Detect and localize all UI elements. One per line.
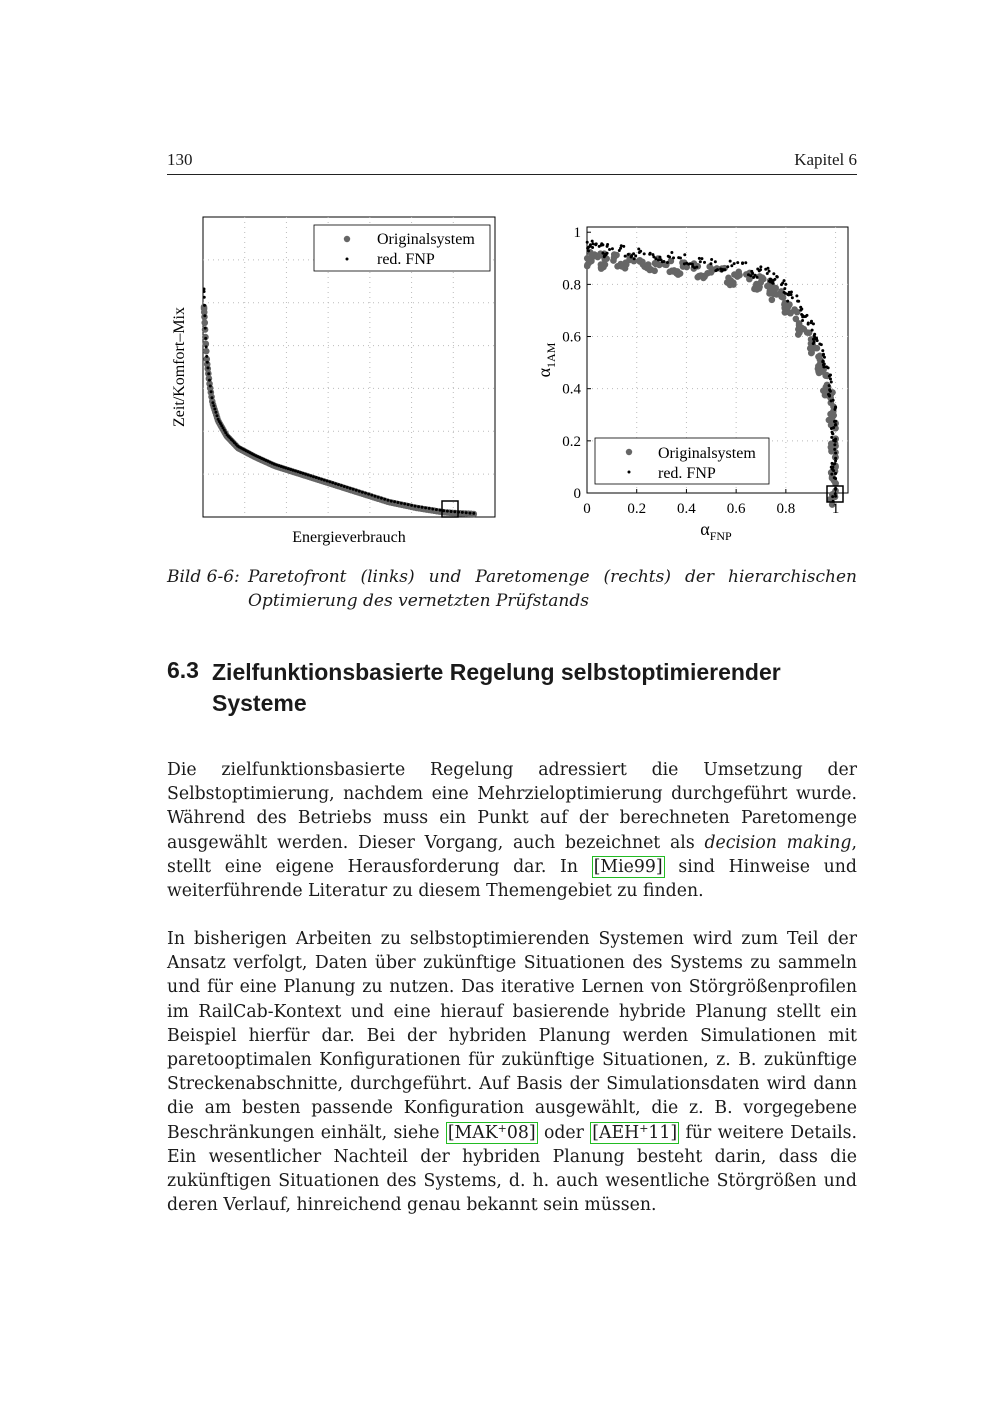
data-point-red-fnp bbox=[210, 396, 213, 399]
data-point-red-fnp bbox=[714, 260, 717, 263]
data-point-originalsystem bbox=[725, 275, 732, 282]
data-point-red-fnp bbox=[207, 366, 210, 369]
y-tick-label: 0 bbox=[573, 486, 581, 502]
data-point-red-fnp bbox=[312, 475, 315, 478]
data-point-red-fnp bbox=[822, 360, 825, 363]
data-point-red-fnp bbox=[396, 501, 399, 504]
data-point-red-fnp bbox=[695, 266, 698, 269]
data-point-red-fnp bbox=[703, 261, 706, 264]
data-point-red-fnp bbox=[741, 262, 744, 265]
data-point-originalsystem bbox=[201, 319, 208, 326]
data-point-originalsystem bbox=[677, 270, 684, 277]
data-point-red-fnp bbox=[752, 276, 755, 279]
data-point-red-fnp bbox=[766, 267, 769, 270]
data-point-red-fnp bbox=[828, 375, 831, 378]
data-point-red-fnp bbox=[832, 426, 835, 429]
data-point-red-fnp bbox=[829, 390, 832, 393]
data-point-red-fnp bbox=[813, 341, 816, 344]
data-point-red-fnp bbox=[639, 250, 642, 253]
data-point-red-fnp bbox=[834, 440, 837, 443]
data-point-red-fnp bbox=[361, 491, 364, 494]
data-point-red-fnp bbox=[595, 242, 598, 245]
data-point-red-fnp bbox=[801, 319, 804, 322]
data-point-red-fnp bbox=[670, 251, 673, 254]
data-point-red-fnp bbox=[453, 510, 456, 513]
data-point-red-fnp bbox=[783, 279, 786, 282]
data-point-red-fnp bbox=[729, 260, 732, 263]
data-point-red-fnp bbox=[633, 257, 636, 260]
data-point-red-fnp bbox=[340, 484, 343, 487]
data-point-red-fnp bbox=[358, 490, 361, 493]
data-point-red-fnp bbox=[323, 479, 326, 482]
data-point-red-fnp bbox=[830, 380, 833, 383]
left-xlabel: Energieverbrauch bbox=[292, 529, 406, 546]
data-point-red-fnp bbox=[834, 472, 837, 475]
paragraph-2 bbox=[167, 927, 857, 1217]
data-point-red-fnp bbox=[813, 334, 816, 337]
x-tick-label: 0 bbox=[583, 501, 591, 517]
data-point-red-fnp bbox=[710, 258, 713, 261]
data-point-red-fnp bbox=[831, 468, 834, 471]
data-point-red-fnp bbox=[461, 511, 464, 514]
data-point-red-fnp bbox=[349, 487, 352, 490]
data-point-red-fnp bbox=[805, 314, 808, 317]
data-point-red-fnp bbox=[370, 494, 373, 497]
right-plot bbox=[534, 225, 848, 543]
data-point-red-fnp bbox=[828, 384, 831, 387]
data-point-red-fnp bbox=[207, 372, 210, 375]
data-point-red-fnp bbox=[428, 507, 431, 510]
data-point-red-fnp bbox=[716, 268, 719, 271]
data-point-red-fnp bbox=[831, 495, 834, 498]
data-point-red-fnp bbox=[630, 256, 633, 259]
data-point-red-fnp bbox=[465, 511, 468, 514]
data-point-red-fnp bbox=[828, 395, 831, 398]
data-point-red-fnp bbox=[203, 290, 206, 293]
data-point-red-fnp bbox=[390, 500, 393, 503]
data-point-red-fnp bbox=[773, 278, 776, 281]
data-point-red-fnp bbox=[468, 512, 471, 515]
y-tick-label: 0.4 bbox=[562, 381, 581, 398]
data-point-red-fnp bbox=[622, 245, 625, 248]
data-point-red-fnp bbox=[726, 265, 729, 268]
data-point-red-fnp bbox=[204, 327, 207, 330]
data-point-red-fnp bbox=[786, 300, 789, 303]
data-point-red-fnp bbox=[400, 502, 403, 505]
data-point-red-fnp bbox=[831, 432, 834, 435]
data-point-red-fnp bbox=[587, 249, 590, 252]
data-point-red-fnp bbox=[216, 414, 219, 417]
data-point-red-fnp bbox=[723, 268, 726, 271]
caption-text: Paretofront (links) und Paretomenge (rechts) der hierarchischen Optimierung des vernetzten Prüfstands bbox=[248, 567, 857, 611]
data-point-red-fnp bbox=[634, 254, 637, 257]
right-ylabel bbox=[534, 342, 558, 377]
data-point-red-fnp bbox=[766, 272, 769, 275]
data-point-red-fnp bbox=[719, 267, 722, 270]
right-xlabel-main: α bbox=[700, 519, 710, 539]
data-point-red-fnp bbox=[832, 399, 835, 402]
data-point-originalsystem bbox=[769, 296, 776, 303]
data-point-red-fnp bbox=[807, 323, 810, 326]
right-xlabel bbox=[700, 519, 732, 543]
data-point-red-fnp bbox=[834, 459, 837, 462]
data-point-red-fnp bbox=[827, 366, 830, 369]
data-point-originalsystem bbox=[599, 262, 606, 269]
y-tick-label: 0.2 bbox=[562, 433, 581, 450]
data-point-red-fnp bbox=[810, 321, 813, 324]
data-point-red-fnp bbox=[403, 502, 406, 505]
x-tick-label: 0.6 bbox=[726, 501, 746, 517]
data-point-red-fnp bbox=[699, 260, 702, 263]
data-point-red-fnp bbox=[624, 255, 627, 258]
data-point-red-fnp bbox=[601, 243, 604, 246]
data-point-red-fnp bbox=[212, 404, 215, 407]
data-point-red-fnp bbox=[784, 283, 787, 286]
data-point-red-fnp bbox=[811, 329, 814, 332]
data-point-red-fnp bbox=[334, 482, 337, 485]
data-point-originalsystem bbox=[756, 285, 763, 292]
data-point-red-fnp bbox=[315, 476, 318, 479]
data-point-red-fnp bbox=[326, 480, 329, 483]
data-point-red-fnp bbox=[821, 349, 824, 352]
data-point-originalsystem bbox=[778, 293, 785, 300]
data-point-red-fnp bbox=[337, 483, 340, 486]
data-point-red-fnp bbox=[210, 390, 213, 393]
data-point-red-fnp bbox=[203, 304, 206, 307]
data-point-red-fnp bbox=[307, 474, 310, 477]
right-legend bbox=[595, 438, 769, 484]
left-legend bbox=[314, 225, 490, 271]
text-run: , stellt eine eigene Herausforderung dar. In bbox=[167, 832, 857, 877]
data-point-red-fnp bbox=[769, 278, 772, 281]
data-point-originalsystem bbox=[736, 272, 743, 279]
data-point-red-fnp bbox=[435, 508, 438, 511]
data-point-red-fnp bbox=[611, 247, 614, 250]
data-point-originalsystem bbox=[814, 345, 821, 352]
data-point-red-fnp bbox=[299, 471, 302, 474]
paragraph-1 bbox=[167, 758, 857, 903]
data-point-originalsystem bbox=[613, 252, 620, 259]
data-point-red-fnp bbox=[833, 408, 836, 411]
data-point-red-fnp bbox=[364, 492, 367, 495]
data-point-red-fnp bbox=[790, 293, 793, 296]
data-point-red-fnp bbox=[606, 245, 609, 248]
data-point-red-fnp bbox=[410, 504, 413, 507]
data-point-red-fnp bbox=[205, 345, 208, 348]
data-point-red-fnp bbox=[823, 356, 826, 359]
data-point-red-fnp bbox=[203, 314, 206, 317]
data-point-red-fnp bbox=[833, 476, 836, 479]
right-ylabel-sub: 1AM bbox=[544, 342, 558, 368]
data-point-red-fnp bbox=[833, 420, 836, 423]
right-legend-label-2: red. FNP bbox=[658, 465, 716, 482]
data-point-red-fnp bbox=[829, 378, 832, 381]
text-run: für weitere Details. Ein wesentlicher Nachteil der hybriden Planung besteht darin, dass die zukünftigen Situationen des Systems, d. h. auch wesentliche Störgrößen und deren Verlauf, hinreichend genau bekannt sein müssen. bbox=[167, 1122, 857, 1216]
data-point-red-fnp bbox=[632, 252, 635, 255]
data-point-red-fnp bbox=[744, 261, 747, 264]
citation-link-mak08[interactable] bbox=[446, 1122, 538, 1144]
data-point-red-fnp bbox=[446, 510, 449, 513]
data-point-red-fnp bbox=[380, 497, 383, 500]
data-point-red-fnp bbox=[750, 270, 753, 273]
right-xlabel-sub: FNP bbox=[709, 529, 732, 543]
y-tick-label: 0.6 bbox=[562, 329, 581, 346]
citation-text: [MAK bbox=[447, 1122, 498, 1143]
left-legend-label-2: red. FNP bbox=[377, 251, 435, 268]
data-point-red-fnp bbox=[407, 503, 410, 506]
data-point-red-fnp bbox=[775, 275, 778, 278]
legend-marker-originalsystem bbox=[626, 449, 632, 455]
data-point-red-fnp bbox=[816, 339, 819, 342]
x-tick-label: 1 bbox=[831, 501, 840, 517]
data-point-red-fnp bbox=[666, 261, 669, 264]
citation-text: 11] bbox=[648, 1122, 678, 1143]
section-number: 6.3 bbox=[167, 657, 199, 683]
y-tick-label: 0.8 bbox=[562, 277, 581, 294]
data-point-red-fnp bbox=[591, 246, 594, 249]
left-legend-label-1: Originalsystem bbox=[377, 231, 475, 248]
data-point-red-fnp bbox=[649, 252, 652, 255]
legend-marker-red-fnp bbox=[346, 258, 349, 261]
citation-sup: + bbox=[639, 1121, 649, 1135]
data-point-red-fnp bbox=[654, 257, 657, 260]
legend-marker-red-fnp bbox=[628, 471, 631, 474]
data-point-red-fnp bbox=[208, 379, 211, 382]
data-point-red-fnp bbox=[672, 256, 675, 259]
data-point-red-fnp bbox=[755, 276, 758, 279]
data-point-red-fnp bbox=[759, 265, 762, 268]
data-point-red-fnp bbox=[601, 252, 604, 255]
data-point-red-fnp bbox=[627, 253, 630, 256]
data-point-red-fnp bbox=[424, 506, 427, 509]
data-point-red-fnp bbox=[439, 509, 442, 512]
data-point-red-fnp bbox=[772, 272, 775, 275]
citation-link-mie99[interactable]: [Mie99] bbox=[593, 856, 663, 877]
data-point-red-fnp bbox=[643, 252, 646, 255]
data-point-originalsystem bbox=[759, 274, 766, 281]
data-point-red-fnp bbox=[417, 505, 420, 508]
left-ylabel: Zeit/Komfort–Mix bbox=[171, 307, 188, 427]
data-point-red-fnp bbox=[367, 493, 370, 496]
data-point-red-fnp bbox=[830, 473, 833, 476]
data-point-red-fnp bbox=[204, 337, 207, 340]
data-point-red-fnp bbox=[771, 282, 774, 285]
data-point-red-fnp bbox=[211, 401, 214, 404]
data-point-red-fnp bbox=[302, 472, 305, 475]
data-point-red-fnp bbox=[658, 256, 661, 259]
data-point-red-fnp bbox=[709, 262, 712, 265]
data-point-red-fnp bbox=[833, 443, 836, 446]
data-point-red-fnp bbox=[205, 355, 208, 358]
data-point-red-fnp bbox=[320, 478, 323, 481]
page-header bbox=[167, 150, 857, 175]
data-point-red-fnp bbox=[791, 296, 794, 299]
data-point-originalsystem bbox=[771, 287, 778, 294]
data-point-red-fnp bbox=[796, 300, 799, 303]
caption-label: Bild 6-6: bbox=[167, 567, 240, 587]
data-point-red-fnp bbox=[790, 291, 793, 294]
data-point-red-fnp bbox=[377, 496, 380, 499]
data-point-red-fnp bbox=[833, 448, 836, 451]
data-point-red-fnp bbox=[820, 343, 823, 346]
x-tick-label: 0.8 bbox=[776, 501, 796, 517]
data-point-red-fnp bbox=[355, 489, 358, 492]
x-tick-label: 0.2 bbox=[627, 501, 647, 517]
data-point-red-fnp bbox=[586, 241, 589, 244]
data-point-red-fnp bbox=[421, 506, 424, 509]
data-point-red-fnp bbox=[328, 480, 331, 483]
data-point-red-fnp bbox=[352, 488, 355, 491]
data-point-red-fnp bbox=[472, 512, 475, 515]
section-title: Zielfunktionsbasierte Regelung selbstoptimierender Systeme bbox=[212, 659, 781, 716]
data-point-originalsystem bbox=[791, 307, 798, 314]
data-point-red-fnp bbox=[683, 253, 686, 256]
data-point-red-fnp bbox=[799, 309, 802, 312]
page-number: 130 bbox=[167, 150, 193, 169]
text-run: Die zielfunktionsbasierte Regelung adressiert die Umsetzung der Selbstoptimierung, nachdem eine Mehrzieloptimierung durchgeführt wurde. Während des Betriebs muss ein Punkt auf der berechneten Paretomenge ausgewählt werden. Dieser Vorgang, auch bezeichnet als bbox=[167, 760, 857, 853]
data-point-red-fnp bbox=[414, 505, 417, 508]
data-point-red-fnp bbox=[768, 270, 771, 273]
data-point-originalsystem bbox=[203, 348, 210, 355]
data-point-red-fnp bbox=[784, 292, 787, 295]
data-point-red-fnp bbox=[736, 261, 739, 264]
data-point-red-fnp bbox=[657, 258, 660, 261]
data-point-red-fnp bbox=[209, 384, 212, 387]
citation-text: 08] bbox=[506, 1122, 536, 1143]
data-point-red-fnp bbox=[759, 268, 762, 271]
data-point-red-fnp bbox=[343, 485, 346, 488]
data-point-red-fnp bbox=[393, 500, 396, 503]
data-point-red-fnp bbox=[346, 486, 349, 489]
data-point-red-fnp bbox=[206, 361, 209, 364]
data-point-red-fnp bbox=[780, 283, 783, 286]
data-point-red-fnp bbox=[304, 473, 307, 476]
data-point-red-fnp bbox=[834, 495, 837, 498]
data-point-red-fnp bbox=[608, 248, 611, 251]
emphasis: decision making bbox=[704, 832, 852, 853]
data-point-red-fnp bbox=[668, 256, 671, 259]
data-point-red-fnp bbox=[592, 242, 595, 245]
data-point-red-fnp bbox=[386, 499, 389, 502]
data-point-red-fnp bbox=[834, 457, 837, 460]
x-tick-label: 0.4 bbox=[677, 501, 696, 517]
data-point-red-fnp bbox=[689, 262, 692, 265]
chapter-label: Kapitel 6 bbox=[794, 150, 857, 169]
citation-text: [AEH bbox=[592, 1122, 640, 1143]
data-point-originalsystem bbox=[651, 267, 658, 274]
data-point-red-fnp bbox=[450, 510, 453, 513]
citation-sup: + bbox=[497, 1121, 507, 1135]
data-point-red-fnp bbox=[749, 274, 752, 277]
data-point-originalsystem bbox=[782, 309, 789, 316]
svg-text:α1AM bbox=[534, 342, 558, 377]
data-point-red-fnp bbox=[730, 264, 733, 267]
text-run: sind Hinweise und weiterführende Literatur zu diesem Themengebiet zu finden. bbox=[167, 856, 857, 902]
data-point-red-fnp bbox=[373, 495, 376, 498]
right-ylabel-main: α bbox=[534, 367, 554, 378]
legend-marker-originalsystem bbox=[344, 236, 350, 242]
data-point-red-fnp bbox=[733, 262, 736, 265]
data-point-red-fnp bbox=[698, 257, 701, 260]
data-point-red-fnp bbox=[213, 407, 216, 410]
text-run: In bisherigen Arbeiten zu selbstoptimierenden Systemen wird zum Teil der Ansatz verfolgt, Daten über zukünftige Situationen des Systems zu sammeln und für eine Planung zu nutzen. Das iterative Lernen von Störgrößenprofilen im RailCab-Kontext und eine hierauf basierende hybride Planung stellt ein Beispiel hierfür dar. Bei der hybriden Planung werden Simulationen mit paretooptimalen Konfigurationen für zukünftige Situationen, z. B. zukünftige Streckenabschnitte, durchgeführt. Auf Basis der Simulationsdaten wird dann die am besten passende Konfiguration ausgewählt, die z. B. vorgegebene Beschränkungen einhält, siehe bbox=[167, 929, 857, 1143]
left-plot bbox=[171, 217, 495, 546]
data-point-originalsystem bbox=[730, 281, 737, 288]
citation-link-aeh11[interactable] bbox=[590, 1122, 679, 1144]
y-tick-label: 1 bbox=[573, 225, 581, 242]
data-point-red-fnp bbox=[783, 287, 786, 290]
data-point-red-fnp bbox=[591, 240, 594, 243]
data-point-red-fnp bbox=[830, 436, 833, 439]
data-point-red-fnp bbox=[203, 296, 206, 299]
text-run: oder bbox=[537, 1122, 591, 1143]
data-point-red-fnp bbox=[679, 256, 682, 259]
data-point-red-fnp bbox=[700, 257, 703, 260]
data-point-red-fnp bbox=[214, 411, 217, 414]
data-point-red-fnp bbox=[831, 462, 834, 465]
data-point-red-fnp bbox=[317, 477, 320, 480]
data-point-red-fnp bbox=[383, 498, 386, 501]
data-point-red-fnp bbox=[309, 474, 312, 477]
data-point-red-fnp bbox=[795, 294, 798, 297]
data-point-red-fnp bbox=[431, 508, 434, 511]
figure bbox=[160, 205, 870, 555]
data-point-red-fnp bbox=[331, 481, 334, 484]
data-point-red-fnp bbox=[605, 253, 608, 256]
data-point-red-fnp bbox=[834, 423, 837, 426]
data-point-red-fnp bbox=[834, 452, 837, 455]
right-legend-label-1: Originalsystem bbox=[658, 445, 756, 462]
data-point-red-fnp bbox=[662, 260, 665, 263]
